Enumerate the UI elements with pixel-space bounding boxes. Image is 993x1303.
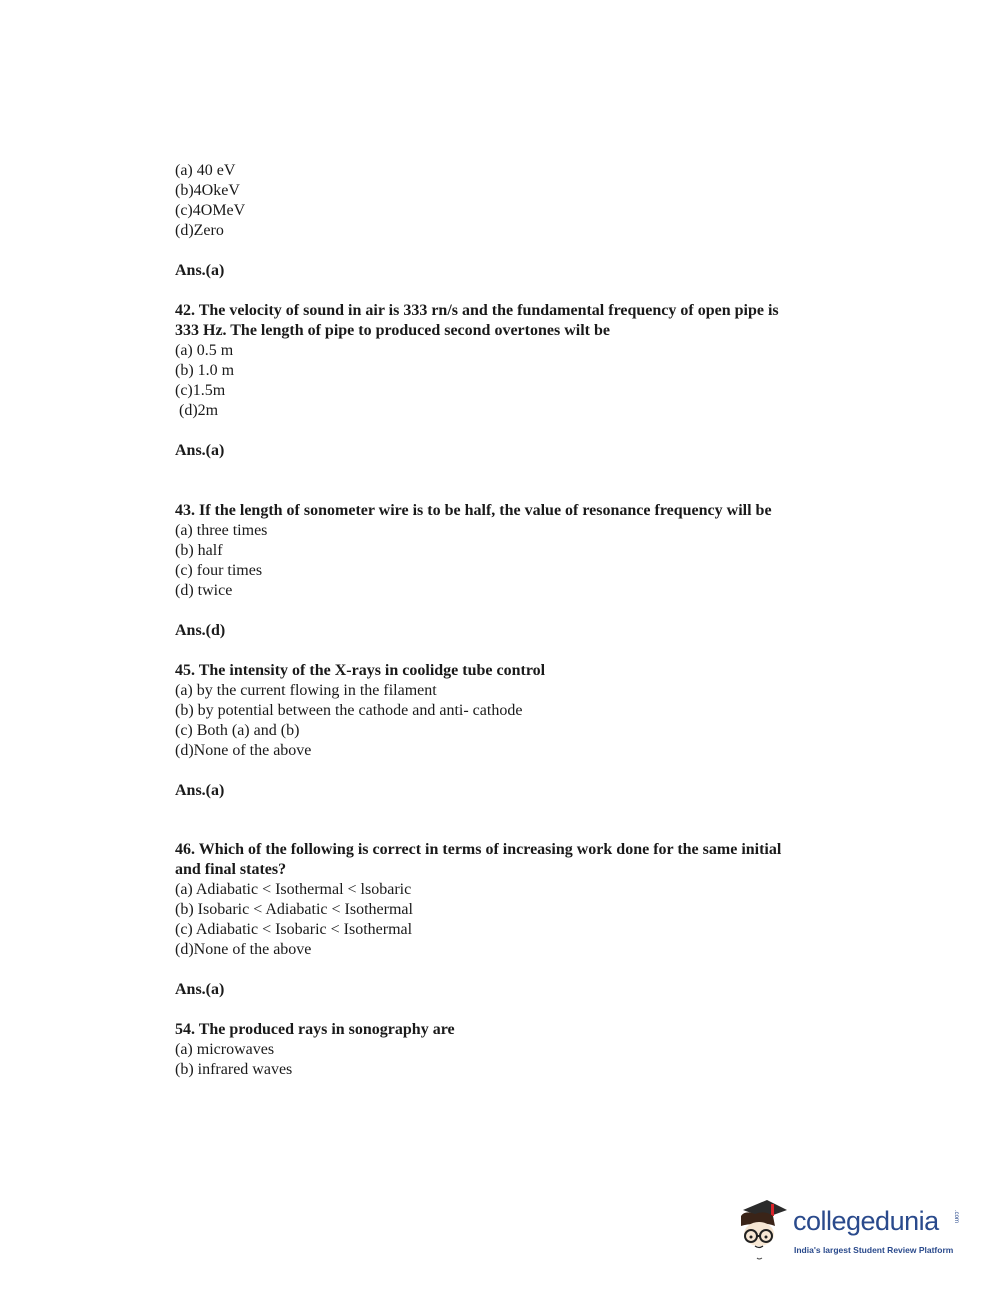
- q43-option-c: (c) four times: [175, 562, 263, 579]
- q46-option-a: (a) Adiabatic < Isothermal < lsobaric: [175, 881, 412, 898]
- q43-option-a: (a) three times: [175, 522, 268, 539]
- q43-option-d: (d) twice: [175, 582, 233, 599]
- q42-option-c: (c)1.5m: [175, 382, 226, 399]
- logo-com: .com: [953, 1210, 959, 1224]
- q46-answer: Ans.(a): [175, 981, 225, 998]
- q54-option-b: (b) infrared waves: [175, 1061, 293, 1078]
- q42-question-line-2: 333 Hz. The length of pipe to produced second overtones wilt be: [175, 322, 610, 339]
- q54-option-a: (a) microwaves: [175, 1041, 275, 1058]
- logo-tagline: India's largest Student Review Platform: [794, 1245, 954, 1255]
- q46-option-c: (c) Adiabatic < Isobaric < Isothermal: [175, 921, 413, 938]
- mascot-icon: [735, 1196, 793, 1262]
- q41-option-d: (d)Zero: [175, 222, 224, 239]
- q45-answer: Ans.(a): [175, 782, 225, 799]
- q43-option-b: (b) half: [175, 542, 223, 559]
- q41-option-b: (b)4OkeV: [175, 182, 240, 199]
- q54-question-line-1: 54. The produced rays in sonography are: [175, 1021, 455, 1038]
- q45-option-c: (c) Both (a) and (b): [175, 722, 300, 739]
- q46-question-line-2: and final states?: [175, 861, 287, 878]
- q45-option-d: (d)None of the above: [175, 742, 312, 759]
- q41-option-c: (c)4OMeV: [175, 202, 246, 219]
- q43-question-line-1: 43. If the length of sonometer wire is to be half, the value of resonance frequency will be: [175, 502, 772, 519]
- collegedunia-logo: [735, 1196, 965, 1266]
- logo-wordmark: collegedunia: [793, 1206, 939, 1236]
- q42-option-d: (d)2m: [179, 402, 219, 419]
- q46-question-line-1: 46. Which of the following is correct in terms of increasing work done for the same initial: [175, 841, 782, 858]
- q46-option-d: (d)None of the above: [175, 941, 312, 958]
- q45-option-a: (a) by the current flowing in the filament: [175, 682, 437, 699]
- q46-option-b: (b) Isobaric < Adiabatic < Isothermal: [175, 901, 413, 918]
- q41-option-a: (a) 40 eV: [175, 162, 236, 179]
- q45-option-b: (b) by potential between the cathode and anti- cathode: [175, 702, 523, 719]
- q42-option-b: (b) 1.0 m: [175, 362, 235, 379]
- q43-answer: Ans.(d): [175, 622, 226, 639]
- q42-option-a: (a) 0.5 m: [175, 342, 234, 359]
- q45-question-line-1: 45. The intensity of the X-rays in coolidge tube control: [175, 662, 546, 679]
- q42-question-line-1: 42. The velocity of sound in air is 333 rn/s and the fundamental frequency of open pipe is: [175, 302, 779, 319]
- q42-answer: Ans.(a): [175, 442, 225, 459]
- q41-answer: Ans.(a): [175, 262, 225, 279]
